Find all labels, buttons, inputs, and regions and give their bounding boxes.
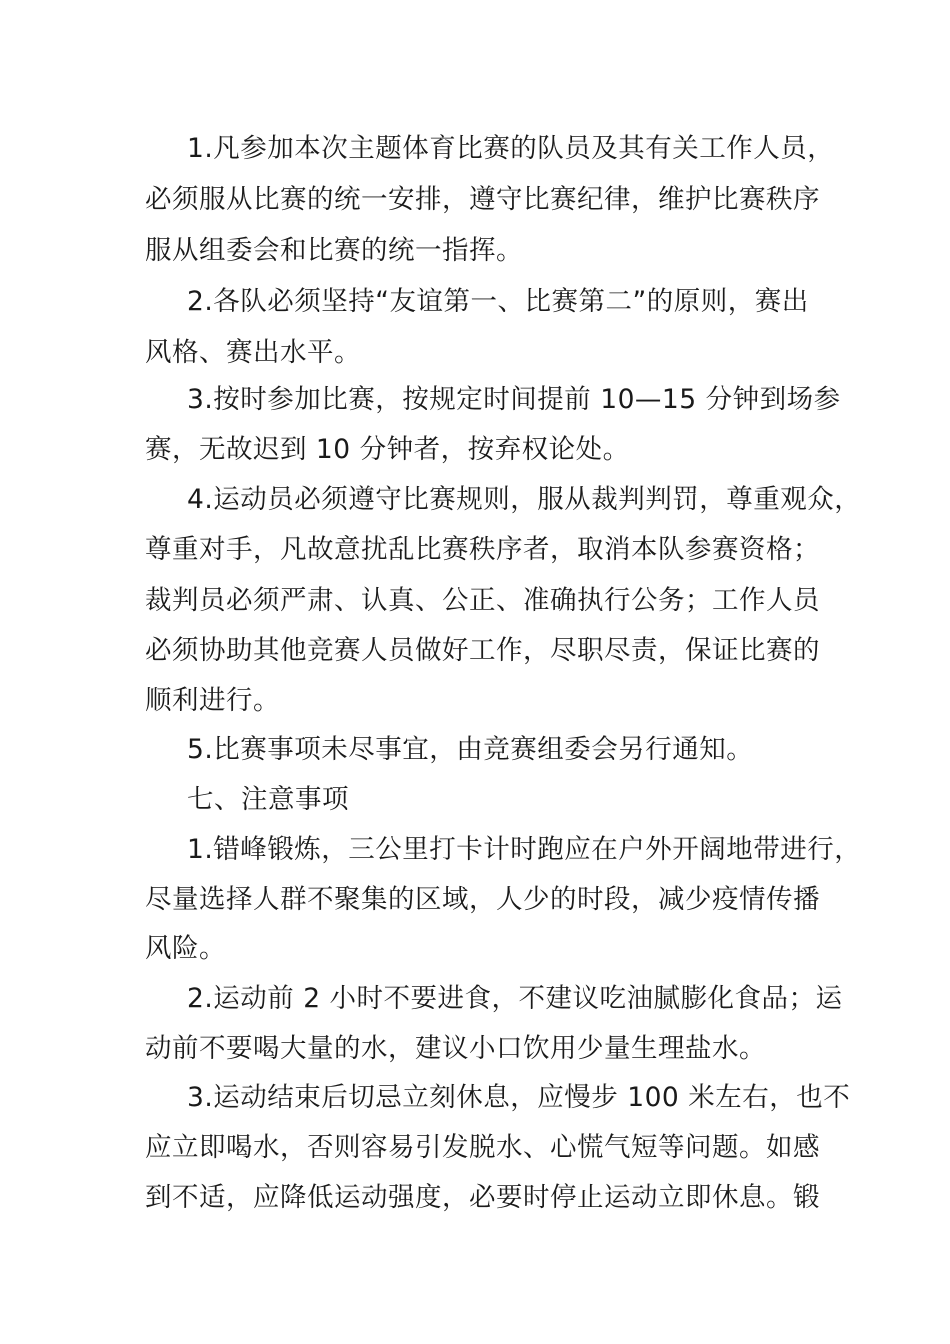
note-2-line-1: 2.运动前 2 小时不要进食，不建议吃油腻膨化食品；运 (187, 983, 843, 1014)
rule-3-line-1: 3.按时参加比赛，按规定时间提前 10—15 分钟到场参 (187, 384, 841, 415)
rule-4-line-3: 裁判员必须严肃、认真、公正、准确执行公务；工作人员 (145, 585, 820, 616)
rule-1-line-3: 服从组委会和比赛的统一指挥。 (145, 235, 523, 266)
note-1-line-2: 尽量选择人群不聚集的区域，人少的时段，减少疫情传播 (145, 884, 820, 915)
rule-1-line-1: 1.凡参加本次主题体育比赛的队员及其有关工作人员， (187, 133, 835, 164)
rule-4-line-2: 尊重对手，凡故意扰乱比赛秩序者，取消本队参赛资格； (145, 534, 820, 565)
rule-5-line-1: 5.比赛事项未尽事宜，由竞赛组委会另行通知。 (187, 734, 754, 765)
rule-2-line-1: 2.各队必须坚持“友谊第一、比赛第二”的原则，赛出 (187, 286, 809, 317)
note-3-line-1: 3.运动结束后切忌立刻休息，应慢步 100 米左右，也不 (187, 1082, 851, 1113)
note-3-line-3: 到不适，应降低运动强度，必要时停止运动立即休息。锻 (145, 1182, 820, 1213)
note-3-line-2: 应立即喝水，否则容易引发脱水、心慌气短等问题。如感 (145, 1132, 820, 1163)
note-1-line-1: 1.错峰锻炼，三公里打卡计时跑应在户外开阔地带进行， (187, 834, 862, 865)
rule-4-line-4: 必须协助其他竞赛人员做好工作，尽职尽责，保证比赛的 (145, 635, 820, 666)
rule-4-line-5: 顺利进行。 (145, 685, 280, 716)
rule-1-line-2: 必须服从比赛的统一安排，遵守比赛纪律，维护比赛秩序 (145, 184, 820, 215)
note-2-line-2: 动前不要喝大量的水，建议小口饮用少量生理盐水。 (145, 1033, 766, 1064)
rule-2-line-2: 风格、赛出水平。 (145, 337, 361, 368)
rule-3-line-2: 赛，无故迟到 10 分钟者，按弃权论处。 (145, 434, 630, 465)
note-1-line-3: 风险。 (145, 933, 226, 964)
rule-4-line-1: 4.运动员必须遵守比赛规则，服从裁判判罚，尊重观众， (187, 484, 862, 515)
section-heading: 七、注意事项 (187, 784, 349, 815)
